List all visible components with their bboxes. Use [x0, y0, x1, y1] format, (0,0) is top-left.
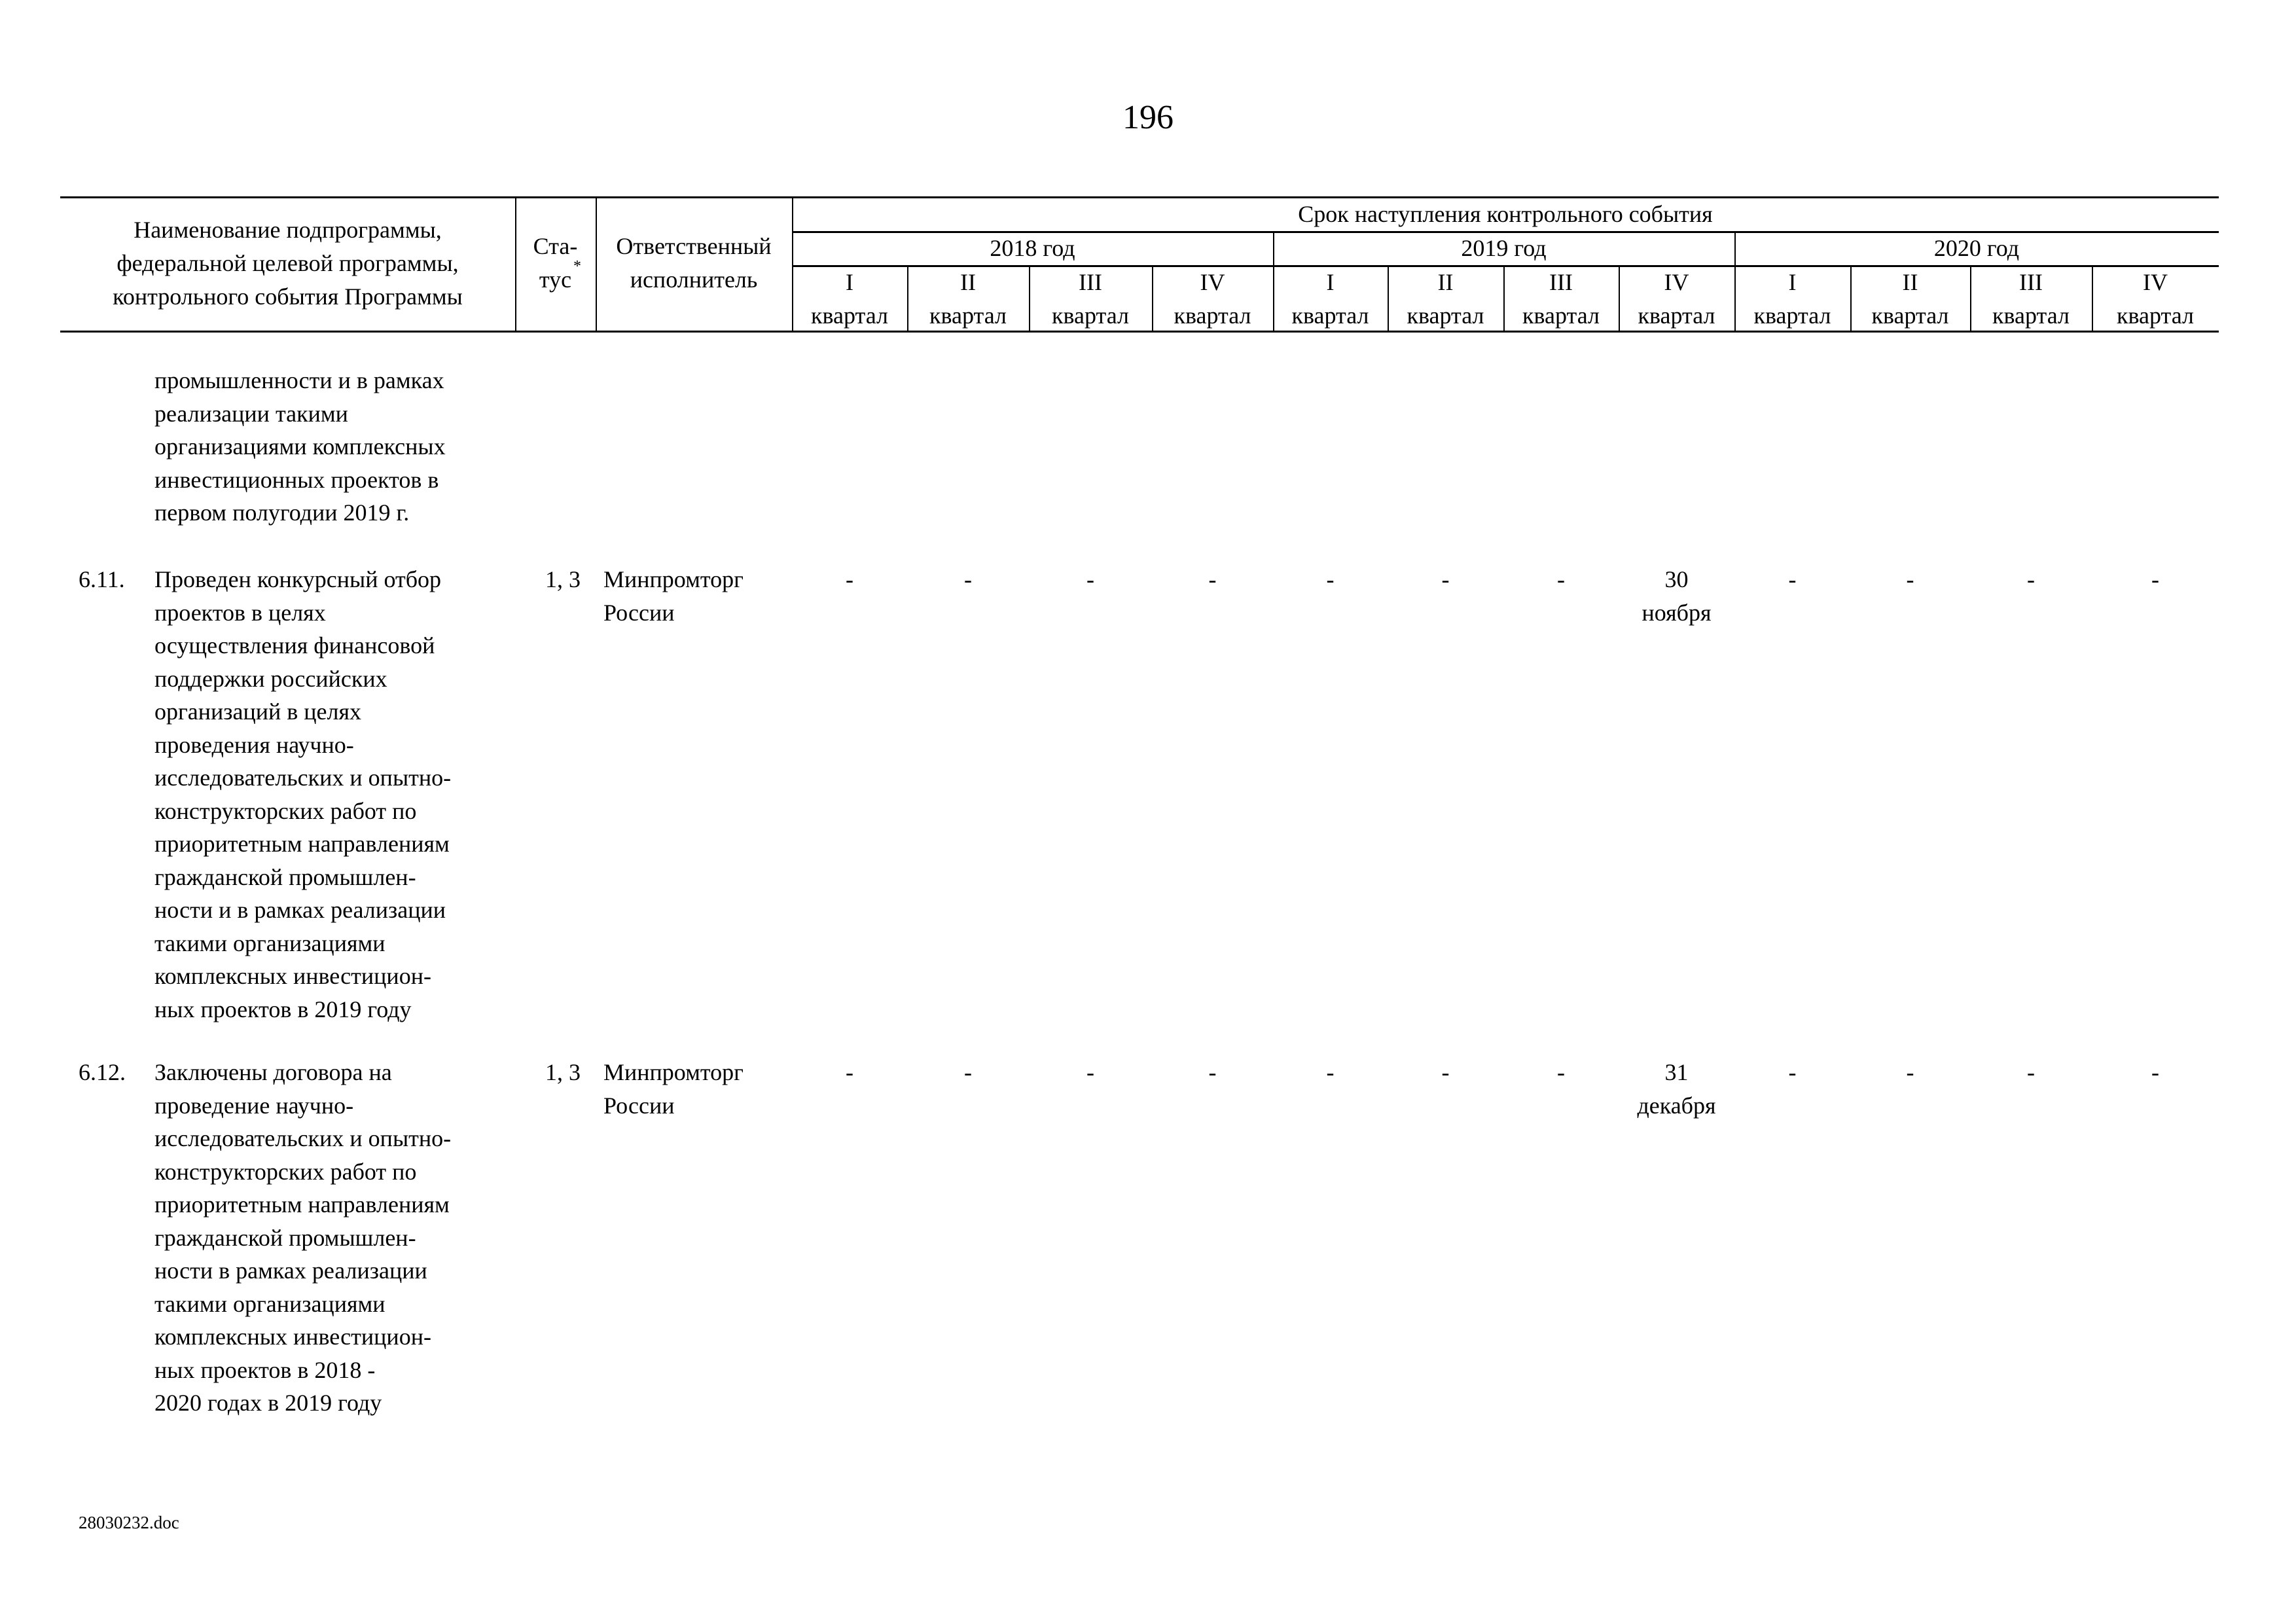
header-quarter-numeral: III [2019, 269, 2043, 295]
row-quarter-value-line: - [1788, 1059, 1797, 1085]
row-quarter-value [2092, 563, 2219, 596]
row-event-name-line: комплексных инвестицион- [154, 963, 431, 989]
header-quarter-cell [1970, 266, 2092, 333]
row-quarter-value [1503, 563, 1619, 596]
header-quarter-word: квартал [1871, 302, 1949, 329]
row-quarter-value-line: - [964, 1059, 972, 1085]
row-executor [603, 1056, 744, 1122]
row-quarter-value-line: - [846, 566, 853, 592]
row-number: 6.12. [79, 1059, 126, 1085]
row-event-name-line: организаций в целях [154, 698, 362, 725]
header-quarter-numeral: III [1549, 269, 1573, 295]
row-quarter-value-line: - [2027, 566, 2035, 592]
row-event-name [154, 364, 446, 530]
footer-filename: 28030232.doc [79, 1513, 179, 1532]
header-quarter-numeral: II [1902, 269, 1918, 295]
header-executor-line: исполнитель [630, 266, 758, 293]
row-quarter-value [1734, 563, 1850, 596]
header-quarter-cell [907, 266, 1029, 333]
header-quarter-word: квартал [1052, 302, 1129, 329]
row-event-name-line: такими организациями [154, 929, 386, 956]
header-quarter-word: квартал [1522, 302, 1600, 329]
row-quarter-value-line: - [1906, 566, 1914, 592]
header-quarter-cell [1029, 266, 1152, 333]
row-quarter-value-line: - [846, 1059, 853, 1085]
row-event-name-line: промышленности и в рамках [154, 367, 444, 393]
row-quarter-value [1029, 563, 1152, 596]
header-name-line: контрольного события Программы [113, 283, 463, 310]
header-quarter-word: квартал [1992, 302, 2070, 329]
header-quarter-word: квартал [929, 302, 1007, 329]
row-event-name-line: приоритетным направлениям [154, 1191, 450, 1218]
row-event-name-line: ных проектов в 2019 году [154, 996, 412, 1022]
row-event-name-line: поддержки российских [154, 665, 387, 692]
header-quarter-numeral: III [1079, 269, 1102, 295]
row-quarter-value-line: - [1208, 566, 1217, 592]
row-quarter-value-line: - [1441, 1059, 1450, 1085]
row-quarter-value [2092, 1056, 2219, 1089]
header-quarter-word: квартал [811, 302, 888, 329]
header-quarter-cell [1619, 266, 1734, 333]
row-quarter-value-line: - [1326, 1059, 1335, 1085]
row-event-name-line: ности и в рамках реализации [154, 897, 446, 923]
header-name-column [60, 213, 515, 314]
row-quarter-value-line: 30 [1664, 566, 1689, 592]
header-status-line: тус [539, 266, 572, 293]
header-quarter-numeral: IV [2143, 269, 2168, 295]
header-quarter-cell [1273, 266, 1388, 333]
header-year-2019: 2019 год [1461, 235, 1547, 261]
header-quarter-cell [792, 266, 907, 333]
header-deadline-title: Срок наступления контрольного события [1298, 201, 1713, 227]
row-quarter-value [1850, 563, 1970, 596]
row-executor-line: России [603, 1092, 675, 1119]
row-quarter-value [1152, 563, 1273, 596]
header-year-2018: 2018 год [990, 235, 1075, 261]
row-quarter-value [1970, 563, 2092, 596]
row-status: 1, 3 [545, 566, 581, 592]
row-quarter-value-line: - [1788, 566, 1797, 592]
row-event-name-line: приоритетным направлениям [154, 831, 450, 857]
row-event-name-line: осуществления финансовой [154, 632, 435, 659]
header-quarter-cell [1503, 266, 1619, 333]
row-quarter-value-line: - [2151, 1059, 2159, 1085]
row-event-name-line: Проведен конкурсный отбор [154, 566, 442, 592]
row-event-name-line: проведение научно- [154, 1092, 354, 1119]
row-event-name [154, 563, 451, 1026]
row-event-name [154, 1056, 451, 1420]
row-event-name-line: реализации такими [154, 400, 348, 427]
row-quarter-value [1850, 1056, 1970, 1089]
header-quarter-word: квартал [1174, 302, 1251, 329]
row-quarter-value-line: - [2151, 566, 2159, 592]
row-quarter-value-line: - [964, 566, 972, 592]
row-event-name-line: конструкторских работ по [154, 797, 417, 824]
row-quarter-value [1388, 1056, 1503, 1089]
row-status: 1, 3 [545, 1059, 581, 1085]
row-quarter-value-line: - [1208, 1059, 1217, 1085]
row-quarter-value-line: - [1326, 566, 1335, 592]
row-quarter-value [1029, 1056, 1152, 1089]
row-quarter-value [1734, 1056, 1850, 1089]
row-quarter-value-line: декабря [1637, 1092, 1716, 1119]
row-quarter-value [1273, 563, 1388, 596]
header-quarter-cell [2092, 266, 2219, 333]
row-event-name-line: гражданской промышлен- [154, 863, 416, 890]
row-event-name-line: инвестиционных проектов в [154, 466, 439, 493]
header-quarter-numeral: I [1326, 269, 1335, 295]
row-event-name-line: гражданской промышлен- [154, 1224, 416, 1251]
header-quarter-word: квартал [1753, 302, 1831, 329]
header-quarter-cell [1850, 266, 1970, 333]
header-executor-column [596, 230, 792, 297]
header-quarter-cell [1388, 266, 1503, 333]
header-status-footnote-mark: * [573, 258, 581, 275]
row-executor-line: России [603, 599, 675, 626]
row-quarter-value [1619, 563, 1734, 629]
row-quarter-value [907, 563, 1029, 596]
row-event-name-line: комплексных инвестицион- [154, 1324, 431, 1350]
header-quarter-word: квартал [1638, 302, 1715, 329]
row-event-name-line: такими организациями [154, 1290, 386, 1317]
header-status-column [515, 230, 596, 297]
row-executor-line: Минпромторг [603, 1059, 744, 1085]
row-quarter-value-line: - [1086, 1059, 1094, 1085]
header-year-2020: 2020 год [1933, 235, 2020, 261]
row-quarter-value [792, 563, 907, 596]
row-event-name-line: организациями комплексных [154, 433, 446, 460]
row-quarter-value [1273, 1056, 1388, 1089]
row-quarter-value-line: - [1906, 1059, 1914, 1085]
row-quarter-value-line: - [2027, 1059, 2035, 1085]
header-quarter-word: квартал [2117, 302, 2194, 329]
row-event-name-line: первом полугодии 2019 г. [154, 499, 410, 526]
header-quarter-cell [1152, 266, 1273, 333]
row-event-name-line: проектов в целях [154, 599, 326, 626]
header-quarter-numeral: II [1437, 269, 1454, 295]
page-number: 196 [1122, 99, 1174, 136]
row-event-name-line: ных проектов в 2018 - [154, 1356, 376, 1383]
row-event-name-line: конструкторских работ по [154, 1158, 417, 1185]
header-quarter-numeral: I [846, 269, 853, 295]
row-event-name-line: 2020 годах в 2019 году [154, 1390, 382, 1416]
header-quarter-word: квартал [1291, 302, 1369, 329]
header-status-line: Ста- [533, 233, 578, 259]
row-number: 6.11. [79, 566, 125, 592]
row-quarter-value-line: - [1557, 1059, 1565, 1085]
row-quarter-value [907, 1056, 1029, 1089]
row-quarter-value-line: - [1441, 566, 1450, 592]
row-quarter-value [1503, 1056, 1619, 1089]
header-quarter-cell [1734, 266, 1850, 333]
row-executor-line: Минпромторг [603, 566, 744, 592]
row-quarter-value-line: ноября [1641, 599, 1712, 626]
row-executor [603, 563, 744, 629]
row-quarter-value [1619, 1056, 1734, 1122]
row-quarter-value [792, 1056, 907, 1089]
header-name-line: федеральной целевой программы, [117, 250, 459, 276]
row-event-name-line: исследовательских и опытно- [154, 1125, 452, 1151]
header-name-line: Наименование подпрограммы, [134, 217, 442, 243]
header-quarter-numeral: IV [1664, 269, 1689, 295]
row-quarter-value [1152, 1056, 1273, 1089]
row-quarter-value [1388, 563, 1503, 596]
header-quarter-word: квартал [1407, 302, 1484, 329]
row-event-name-line: ности в рамках реализации [154, 1257, 427, 1284]
row-event-name-line: проведения научно- [154, 731, 354, 758]
row-quarter-value-line: - [1086, 566, 1094, 592]
row-quarter-value-line: 31 [1664, 1059, 1689, 1085]
row-event-name-line: исследовательских и опытно- [154, 765, 452, 791]
row-quarter-value-line: - [1557, 566, 1565, 592]
header-executor-line: Ответственный [616, 233, 772, 259]
header-quarter-numeral: II [960, 269, 976, 295]
row-event-name-line: Заключены договора на [154, 1059, 392, 1085]
header-quarter-numeral: IV [1200, 269, 1225, 295]
header-quarter-numeral: I [1788, 269, 1797, 295]
row-quarter-value [1970, 1056, 2092, 1089]
